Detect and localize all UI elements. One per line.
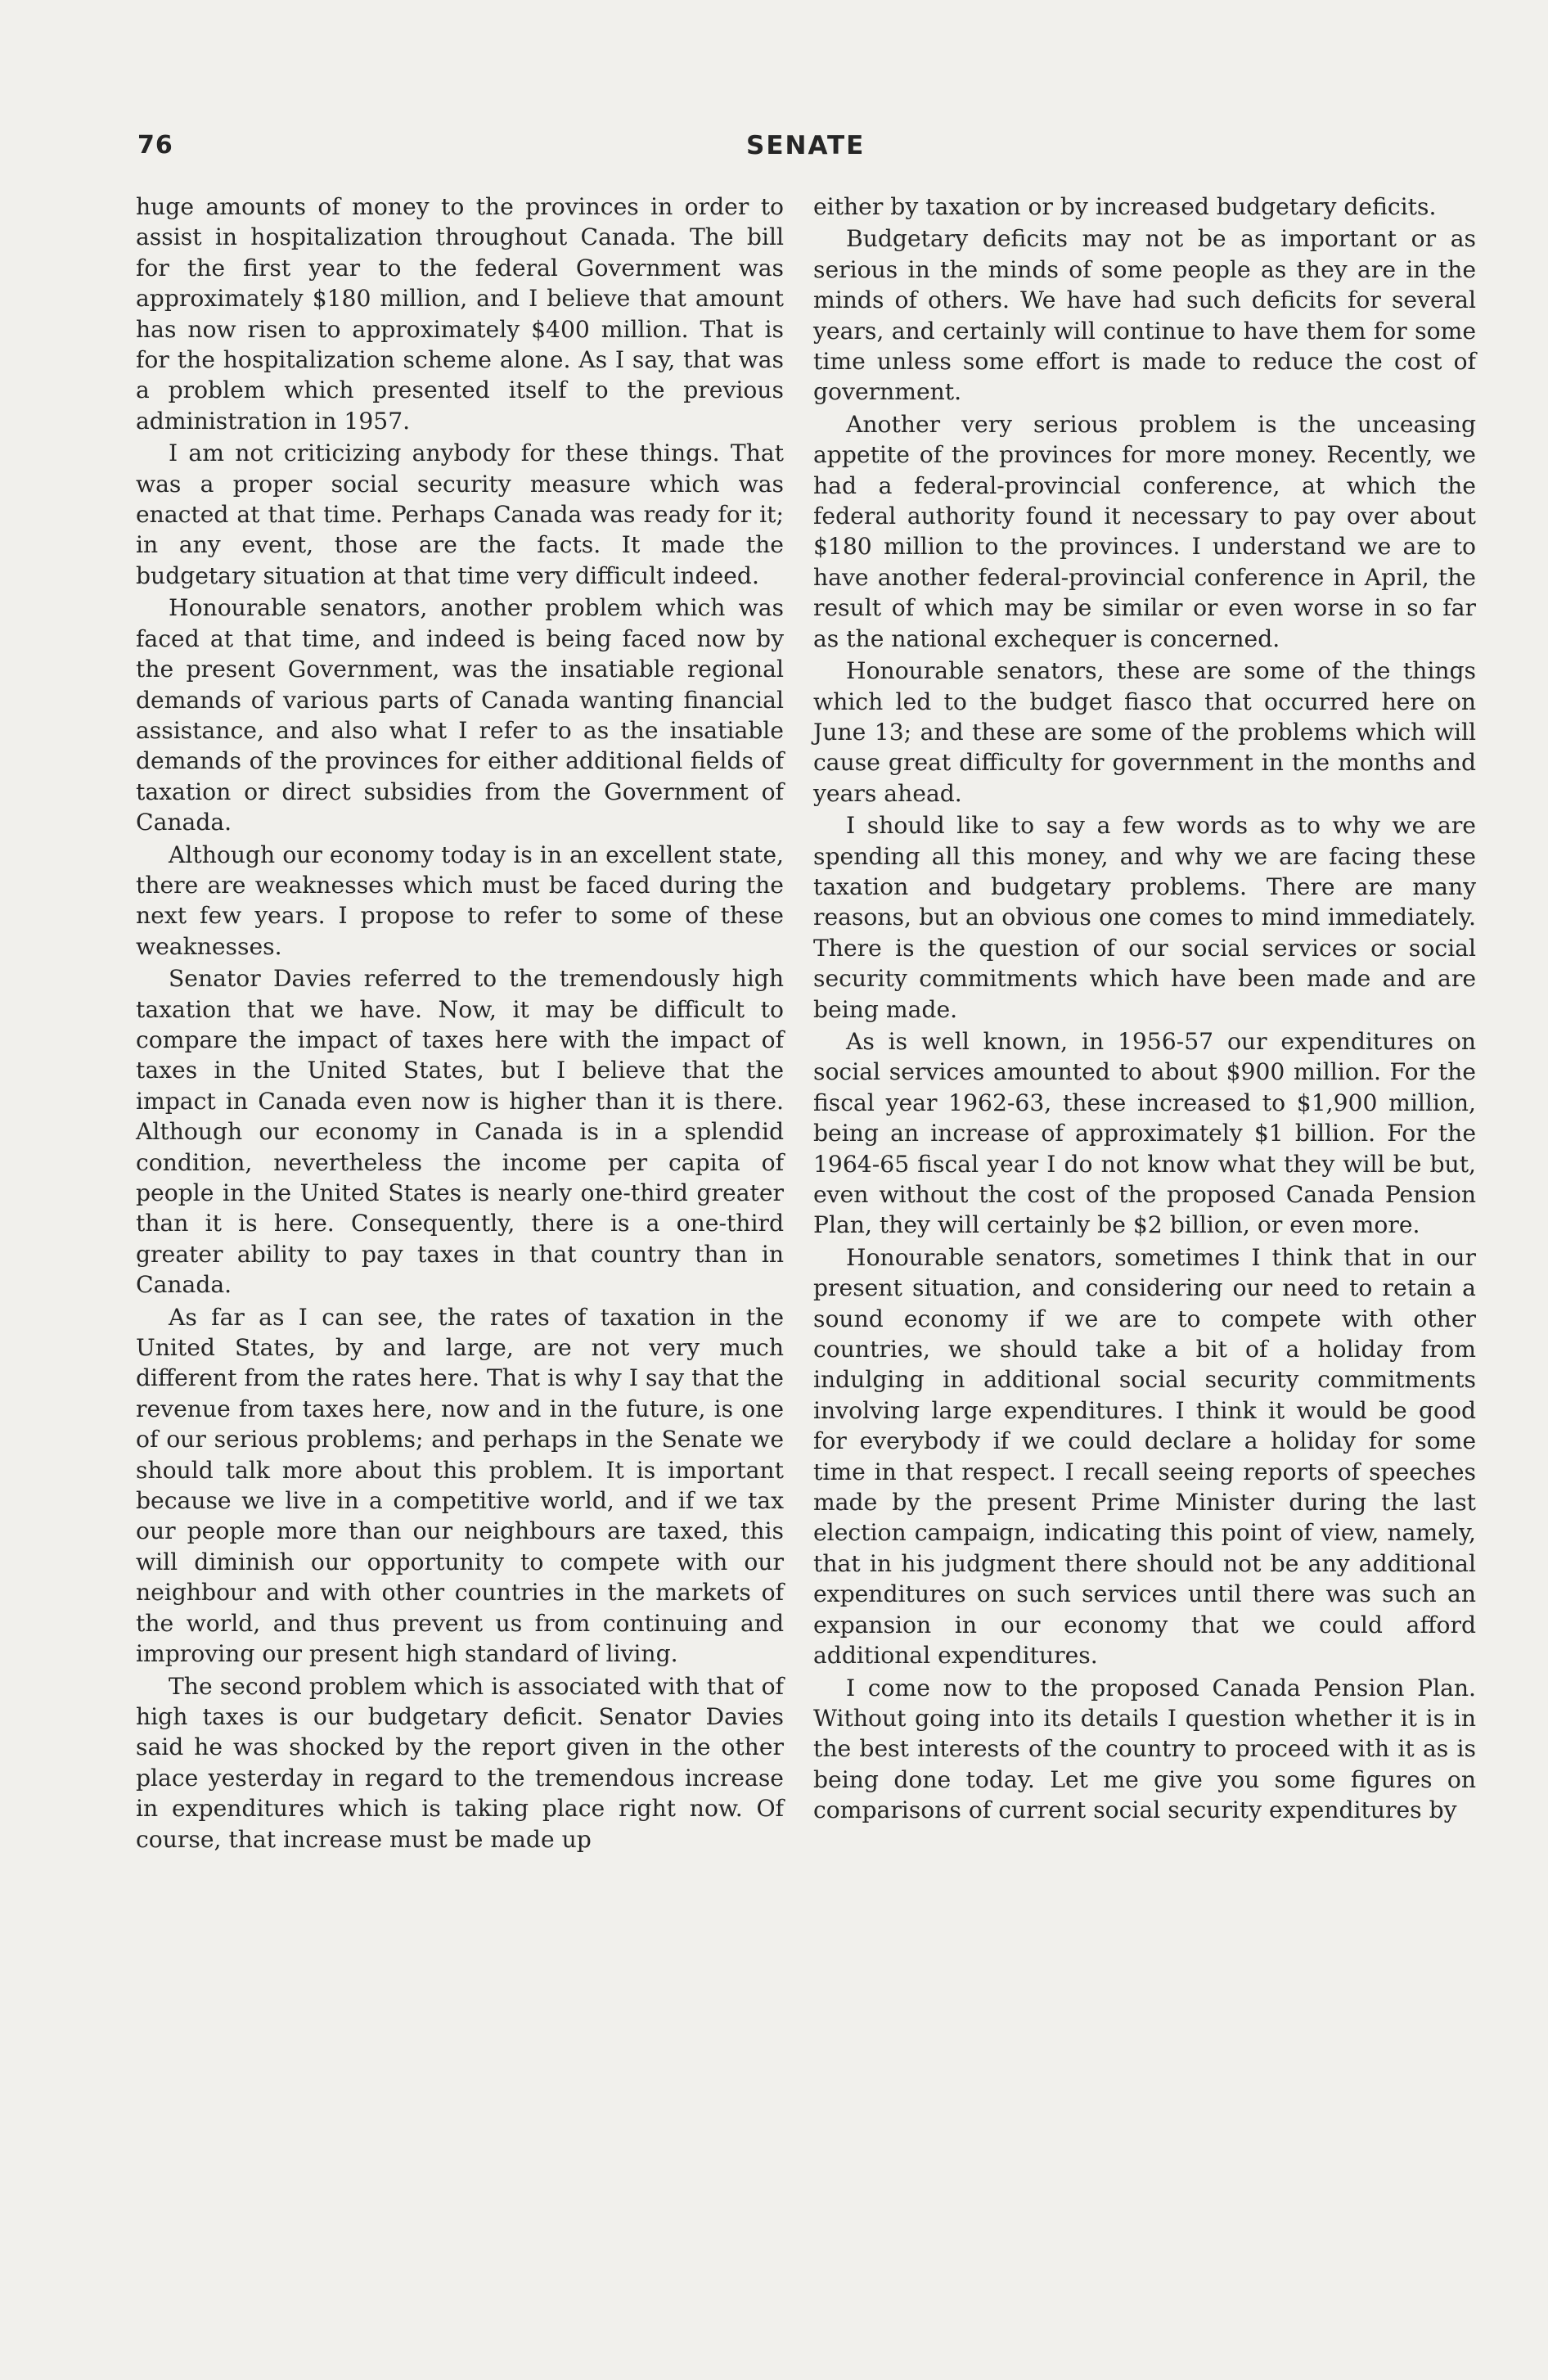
paragraph: either by taxation or by increased budgetary deficits. xyxy=(813,193,1437,220)
paragraph: huge amounts of money to the provinces in order to assist in hospitalization throughout Canada. The bill for the first year to the federal Government was approximately $180 million, and I believe that amount has now risen to approximately $400 million. That is for the hospitalization scheme alone. As I say, that was a problem which presented itself to the previous administration in 1957. xyxy=(136,193,784,435)
paragraph: The second problem which is associated with that of high taxes is our budgetary deficit. Senator Davies said he was shocked by the report given in the other place yesterday in regard to the tremendous increase in expenditures which is taking place right now. Of course, that increase must be made up xyxy=(136,1672,784,1853)
left-column xyxy=(136,192,784,1856)
paragraph: Honourable senators, sometimes I think that in our present situation, and considering our need to retain a sound economy if we are to compete with other countries, we should take a bit of a holiday from indulging in additional social security commitments involving large expenditures. I think it would be good for everybody if we could declare a holiday for some time in that respect. I recall seeing reports of speeches made by the present Prime Minister during the last election campaign, indicating this point of view, namely, that in his judgment there should not be any additional expenditures on such services until there was such an expansion in our economy that we could afford additional expenditures. xyxy=(813,1243,1476,1670)
paragraph: Budgetary deficits may not be as important or as serious in the minds of some people as they are in the minds of others. We have had such deficits for several years, and certainly will continue to have them for some time unless some effort is made to reduce the cost of government. xyxy=(813,225,1476,406)
paragraph: Honourable senators, another problem which was faced at that time, and indeed is being faced now by the present Government, was the insatiable regional demands of various parts of Canada wanting financial assistance, and also what I refer to as the insatiable demands of the provinces for either additional fields of taxation or direct subsidies from the Government of Canada. xyxy=(136,594,784,836)
running-head: SENATE xyxy=(746,131,866,160)
paragraph: Another very serious problem is the unceasing appetite of the provinces for more money. Recently, we had a federal-provincial conference, at which the federal authority found it necessary to pay over about $180 million to the provinces. I understand we are to have another federal-provincial conference in April, the result of which may be similar or even worse in so far as the national exchequer is concerned. xyxy=(813,410,1476,652)
paragraph: I am not criticizing anybody for these things. That was a proper social security measure which was enacted at that time. Perhaps Canada was ready for it; in any event, those are the facts. It made the budgetary situation at that time very difficult indeed. xyxy=(136,439,784,589)
paragraph: Although our economy today is in an excellent state, there are weaknesses which must be faced during the next few years. I propose to refer to some of these weaknesses. xyxy=(136,841,784,960)
page-header xyxy=(137,131,1479,164)
paragraph: As is well known, in 1956-57 our expenditures on social services amounted to about $900 million. For the fiscal year 1962-63, these increased to $1,900 million, being an increase of approximately $1 billion. For the 1964-65 fiscal year I do not know what they will be but, even without the cost of the proposed Canada Pension Plan, they will certainly be $2 billion, or even more. xyxy=(813,1027,1476,1239)
right-column xyxy=(813,192,1476,1828)
paragraph: I should like to say a few words as to why we are spending all this money, and why we are facing these taxation and budgetary problems. There are many reasons, but an obvious one comes to mind immediately. There is the question of our social services or social security commitments which have been made and are being made. xyxy=(813,812,1476,1023)
paragraph: Senator Davies referred to the tremendously high taxation that we have. Now, it may be difficult to compare the impact of taxes here with the impact of taxes in the United States, but I believe that the impact in Canada even now is higher than it is there. Although our economy in Canada is in a splendid condition, nevertheless the income per capita of people in the United States is nearly one-third greater than it is here. Consequently, there is a one-third greater ability to pay taxes in that country than in Canada. xyxy=(136,965,784,1299)
paragraph: I come now to the proposed Canada Pension Plan. Without going into its details I question whether it is in the best interests of the country to proceed with it as is being done today. Let me give you some figures on comparisons of current social security expenditures by xyxy=(813,1674,1476,1824)
paragraph: Honourable senators, these are some of the things which led to the budget fiasco that occurred here on June 13; and these are some of the problems which will cause great difficulty for government in the months and years ahead. xyxy=(813,657,1476,807)
page-number: 76 xyxy=(137,131,173,160)
paragraph: As far as I can see, the rates of taxation in the United States, by and large, are not very much different from the rates here. That is why I say that the revenue from taxes here, now and in the future, is one of our serious problems; and perhaps in the Senate we should talk more about this problem. It is important because we live in a competitive world, and if we tax our people more than our neighbours are taxed, this will diminish our opportunity to compete with our neighbour and with other countries in the markets of the world, and thus prevent us from continuing and improving our present high standard of living. xyxy=(136,1303,784,1668)
